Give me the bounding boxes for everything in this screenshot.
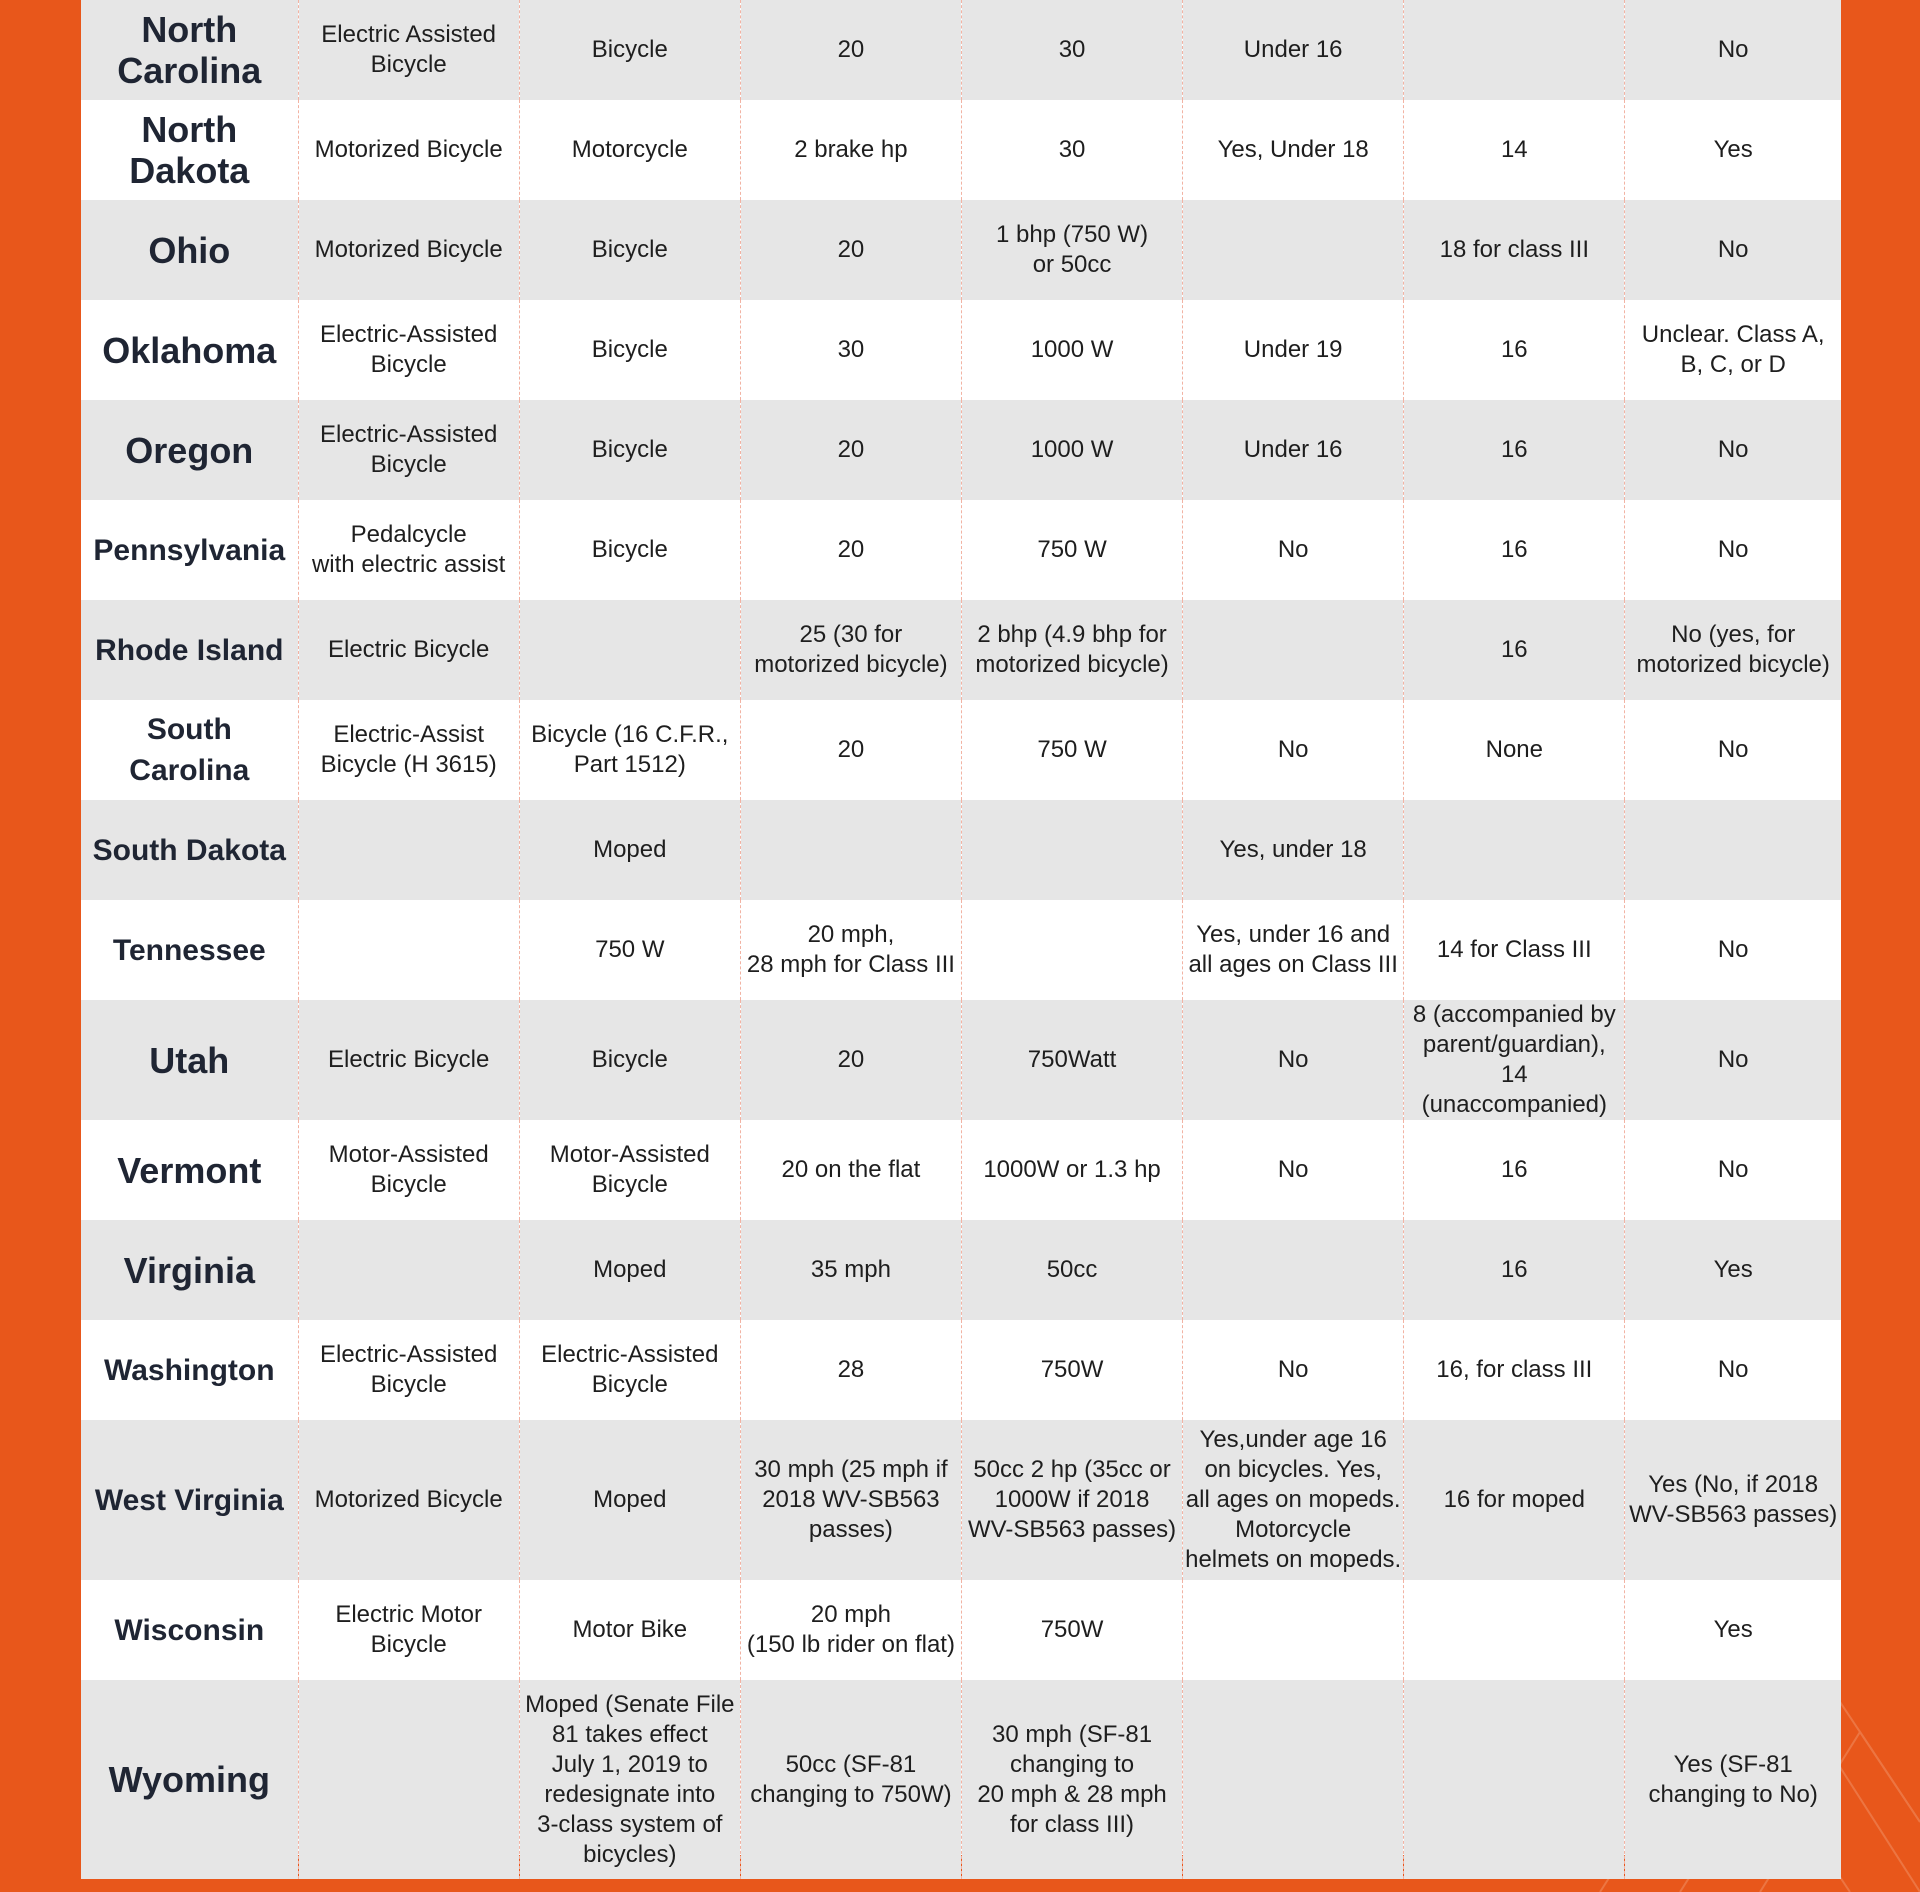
- classification-cell: [519, 1580, 740, 1680]
- license-required: Yes: [1713, 1616, 1753, 1643]
- state-name-cell: [81, 500, 298, 600]
- local-term-cell: [298, 600, 519, 700]
- local-term-cell: [298, 0, 519, 100]
- local-term-cell: [298, 1220, 519, 1320]
- min-age: 18 for class III: [1439, 236, 1589, 263]
- max-speed-mph-cell: [740, 1000, 961, 1120]
- classification: Bicycle: [591, 36, 668, 63]
- max-power: 750W: [1040, 1616, 1104, 1643]
- max-speed-mph-cell: [740, 100, 961, 200]
- classification: Bicycle (16 C.F.R., Part 1512): [531, 721, 729, 778]
- helmet-required: Under 16: [1243, 436, 1343, 463]
- max-speed-mph: 50cc (SF-81 changing to 750W): [750, 1750, 952, 1808]
- classification-cell: [519, 500, 740, 600]
- license-required: No: [1717, 936, 1749, 963]
- state-name-cell: [81, 1680, 298, 1879]
- table-row: [81, 600, 1841, 700]
- max-power-cell: [961, 0, 1182, 100]
- min-age-cell: [1404, 1680, 1625, 1879]
- min-age-cell: [1404, 900, 1625, 1000]
- max-speed-mph: 20: [837, 1046, 865, 1073]
- local-term: Motor-Assisted Bicycle: [328, 1141, 489, 1198]
- max-speed-mph-cell: [740, 800, 961, 900]
- max-power-cell: [961, 1120, 1182, 1220]
- table-row: [81, 1000, 1841, 1120]
- max-speed-mph-cell: [740, 1420, 961, 1580]
- state-name: Utah: [149, 1039, 230, 1081]
- classification: 750 W: [595, 936, 665, 963]
- max-speed-mph: 35 mph: [810, 1256, 891, 1283]
- local-term: Electric Motor Bicycle: [335, 1601, 483, 1658]
- classification: Motor-Assisted Bicycle: [549, 1141, 710, 1198]
- state-name-cell: [81, 1320, 298, 1420]
- state-name: North Carolina: [117, 9, 262, 91]
- state-name: South Carolina: [129, 713, 250, 787]
- state-name: Vermont: [117, 1149, 262, 1191]
- license-required: No: [1717, 536, 1749, 563]
- license-required: No: [1717, 736, 1749, 763]
- state-name: South Dakota: [92, 833, 286, 867]
- state-name: Ohio: [148, 229, 231, 271]
- local-term: Electric-Assisted Bicycle: [319, 321, 498, 378]
- state-name-cell: [81, 100, 298, 200]
- classification-cell: [519, 100, 740, 200]
- max-speed-mph: 20: [837, 36, 865, 63]
- local-term: Electric Assisted Bicycle: [321, 21, 497, 78]
- local-term: Electric Bicycle: [327, 636, 490, 663]
- helmet-required-cell: [1183, 300, 1404, 400]
- table-body: [81, 0, 1841, 1879]
- classification-cell: [519, 600, 740, 700]
- max-power: 1000W or 1.3 hp: [983, 1156, 1161, 1183]
- state-name-cell: [81, 200, 298, 300]
- min-age-cell: [1404, 1580, 1625, 1680]
- max-power-cell: [961, 1420, 1182, 1580]
- max-power-cell: [961, 500, 1182, 600]
- license-required: Unclear. Class A, B, C, or D: [1641, 321, 1825, 378]
- max-power-cell: [961, 1000, 1182, 1120]
- table-row: [81, 1320, 1841, 1420]
- license-required: Yes (No, if 2018 WV-SB563 passes): [1629, 1471, 1838, 1528]
- min-age: 16: [1500, 1156, 1528, 1183]
- min-age: 8 (accompanied by parent/guardian), 14 (unaccompanied): [1412, 1001, 1616, 1118]
- local-term: Motorized Bicycle: [314, 1486, 503, 1513]
- license-required-cell: [1625, 700, 1841, 800]
- local-term: Pedalcycle with electric assist: [311, 521, 506, 578]
- state-name-cell: [81, 800, 298, 900]
- max-power-cell: [961, 400, 1182, 500]
- min-age: 16: [1500, 536, 1528, 563]
- min-age: 16: [1500, 436, 1528, 463]
- max-power: 50cc: [1046, 1256, 1098, 1283]
- min-age-cell: [1404, 300, 1625, 400]
- helmet-required-cell: [1183, 1120, 1404, 1220]
- state-name-cell: [81, 1420, 298, 1580]
- helmet-required: Yes, under 16 and all ages on Class III: [1188, 921, 1398, 978]
- state-name-cell: [81, 1120, 298, 1220]
- max-speed-mph-cell: [740, 1220, 961, 1320]
- max-power-cell: [961, 1680, 1182, 1879]
- max-speed-mph-cell: [740, 1320, 961, 1420]
- helmet-required-cell: [1183, 200, 1404, 300]
- max-speed-mph-cell: [740, 700, 961, 800]
- helmet-required-cell: [1183, 900, 1404, 1000]
- license-required: No: [1717, 436, 1749, 463]
- table-row: [81, 400, 1841, 500]
- table-row: [81, 900, 1841, 1000]
- state-name: Pennsylvania: [93, 533, 286, 567]
- min-age-cell: [1404, 1120, 1625, 1220]
- local-term-cell: [298, 400, 519, 500]
- classification-cell: [519, 1680, 740, 1879]
- helmet-required-cell: [1183, 1680, 1404, 1879]
- max-power-cell: [961, 100, 1182, 200]
- helmet-required: Yes, under 18: [1219, 836, 1367, 863]
- license-required-cell: [1625, 1120, 1841, 1220]
- classification-cell: [519, 0, 740, 100]
- classification-cell: [519, 200, 740, 300]
- local-term-cell: [298, 1320, 519, 1420]
- max-speed-mph: 20: [837, 236, 865, 263]
- max-power: 750 W: [1037, 736, 1107, 763]
- helmet-required: No: [1277, 1356, 1309, 1383]
- max-power: 750Watt: [1027, 1046, 1117, 1073]
- helmet-required-cell: [1183, 700, 1404, 800]
- license-required: No (yes, for motorized bicycle): [1636, 621, 1830, 678]
- max-speed-mph-cell: [740, 0, 961, 100]
- classification: Bicycle: [591, 336, 668, 363]
- state-name: Oklahoma: [102, 329, 277, 371]
- max-power: 750W: [1040, 1356, 1104, 1383]
- state-name: Rhode Island: [95, 633, 284, 667]
- classification: Bicycle: [591, 536, 668, 563]
- license-required-cell: [1625, 0, 1841, 100]
- min-age-cell: [1404, 1000, 1625, 1120]
- max-power: 30 mph (SF-81 changing to 20 mph & 28 mph for class III): [977, 1720, 1167, 1838]
- max-speed-mph: 30: [837, 336, 865, 363]
- classification-cell: [519, 1220, 740, 1320]
- local-term-cell: [298, 100, 519, 200]
- min-age-cell: [1404, 500, 1625, 600]
- max-speed-mph: 28: [837, 1356, 865, 1383]
- local-term-cell: [298, 1420, 519, 1580]
- license-required: No: [1717, 1046, 1749, 1073]
- local-term-cell: [298, 800, 519, 900]
- max-speed-mph-cell: [740, 300, 961, 400]
- max-power: 1000 W: [1030, 436, 1114, 463]
- classification-cell: [519, 1120, 740, 1220]
- max-power-cell: [961, 1320, 1182, 1420]
- max-speed-mph-cell: [740, 400, 961, 500]
- local-term-cell: [298, 1680, 519, 1879]
- max-speed-mph: 25 (30 for motorized bicycle): [754, 621, 948, 678]
- state-name-cell: [81, 1580, 298, 1680]
- max-power: 2 bhp (4.9 bhp for motorized bicycle): [975, 621, 1169, 678]
- license-required: No: [1717, 1356, 1749, 1383]
- min-age-cell: [1404, 1420, 1625, 1580]
- state-name: Tennessee: [112, 933, 266, 967]
- max-speed-mph: 30 mph (25 mph if 2018 WV-SB563 passes): [754, 1456, 948, 1543]
- state-name-cell: [81, 600, 298, 700]
- table-row: [81, 1220, 1841, 1320]
- min-age: None: [1485, 736, 1543, 763]
- license-required-cell: [1625, 1220, 1841, 1320]
- max-speed-mph-cell: [740, 600, 961, 700]
- license-required: Yes (SF-81 changing to No): [1648, 1750, 1818, 1808]
- helmet-required-cell: [1183, 800, 1404, 900]
- state-name: North Dakota: [129, 109, 250, 191]
- classification-cell: [519, 1420, 740, 1580]
- local-term: Electric-Assisted Bicycle: [319, 1341, 498, 1398]
- license-required: No: [1717, 36, 1749, 63]
- table-row: [81, 200, 1841, 300]
- state-name: Wyoming: [108, 1759, 270, 1800]
- min-age: 16: [1500, 636, 1528, 663]
- max-power-cell: [961, 800, 1182, 900]
- min-age-cell: [1404, 700, 1625, 800]
- max-speed-mph: 20: [837, 536, 865, 563]
- max-power-cell: [961, 200, 1182, 300]
- max-power: 1 bhp (750 W) or 50cc: [996, 221, 1149, 278]
- ebike-laws-table: [81, 0, 1841, 1879]
- classification-cell: [519, 900, 740, 1000]
- max-power: 30: [1058, 36, 1086, 63]
- license-required: No: [1717, 1156, 1749, 1183]
- classification-cell: [519, 300, 740, 400]
- local-term-cell: [298, 900, 519, 1000]
- local-term: Electric Bicycle: [327, 1046, 490, 1073]
- table-row: [81, 300, 1841, 400]
- local-term-cell: [298, 1120, 519, 1220]
- classification-cell: [519, 1320, 740, 1420]
- helmet-required: Under 19: [1243, 336, 1343, 363]
- classification: Motorcycle: [571, 136, 688, 163]
- helmet-required: No: [1277, 536, 1309, 563]
- local-term-cell: [298, 1580, 519, 1680]
- state-name-cell: [81, 700, 298, 800]
- classification: Moped (Senate File 81 takes effect July 1, 2019 to redesignate into 3-class system of bicycles): [525, 1690, 735, 1868]
- table-row: [81, 1420, 1841, 1580]
- state-name: Oregon: [125, 429, 254, 471]
- min-age-cell: [1404, 400, 1625, 500]
- helmet-required: Yes, Under 18: [1217, 136, 1369, 163]
- min-age: 16 for moped: [1443, 1486, 1585, 1513]
- table-row: [81, 0, 1841, 100]
- license-required-cell: [1625, 1000, 1841, 1120]
- license-required: Yes: [1713, 136, 1753, 163]
- classification-cell: [519, 400, 740, 500]
- license-required-cell: [1625, 1580, 1841, 1680]
- min-age: 16: [1500, 336, 1528, 363]
- ebike-laws-table-container: [81, 0, 1841, 1868]
- max-speed-mph: 20: [837, 436, 865, 463]
- max-speed-mph-cell: [740, 1580, 961, 1680]
- helmet-required-cell: [1183, 500, 1404, 600]
- license-required-cell: [1625, 300, 1841, 400]
- state-name-cell: [81, 0, 298, 100]
- classification: Bicycle: [591, 236, 668, 263]
- helmet-required-cell: [1183, 1420, 1404, 1580]
- min-age-cell: [1404, 0, 1625, 100]
- classification: Motor Bike: [572, 1616, 688, 1643]
- license-required-cell: [1625, 900, 1841, 1000]
- local-term: Electric-Assist Bicycle (H 3615): [320, 721, 497, 778]
- classification-cell: [519, 1000, 740, 1120]
- min-age: 14: [1500, 136, 1528, 163]
- local-term-cell: [298, 500, 519, 600]
- classification-cell: [519, 700, 740, 800]
- classification: Bicycle: [591, 1046, 668, 1073]
- state-name-cell: [81, 900, 298, 1000]
- helmet-required-cell: [1183, 100, 1404, 200]
- state-name: West Virginia: [94, 1483, 284, 1517]
- license-required: No: [1717, 236, 1749, 263]
- max-speed-mph: 20: [837, 736, 865, 763]
- local-term: Motorized Bicycle: [314, 136, 503, 163]
- table-row: [81, 100, 1841, 200]
- helmet-required: No: [1277, 1046, 1309, 1073]
- classification: Electric-Assisted Bicycle: [541, 1341, 719, 1398]
- table-row: [81, 1120, 1841, 1220]
- classification: Bicycle: [591, 436, 668, 463]
- min-age-cell: [1404, 200, 1625, 300]
- license-required-cell: [1625, 100, 1841, 200]
- local-term-cell: [298, 700, 519, 800]
- helmet-required: Yes,under age 16 on bicycles. Yes, all ages on mopeds. Motorcycle helmets on mopeds.: [1185, 1426, 1402, 1573]
- helmet-required-cell: [1183, 600, 1404, 700]
- max-power-cell: [961, 700, 1182, 800]
- license-required-cell: [1625, 800, 1841, 900]
- max-speed-mph: 2 brake hp: [794, 136, 908, 163]
- classification: Moped: [593, 836, 667, 863]
- max-power: 750 W: [1037, 536, 1107, 563]
- max-speed-mph-cell: [740, 1120, 961, 1220]
- table-row: [81, 800, 1841, 900]
- min-age: 14 for Class III: [1436, 936, 1592, 963]
- local-term-cell: [298, 300, 519, 400]
- min-age-cell: [1404, 100, 1625, 200]
- table-row: [81, 700, 1841, 800]
- local-term: Motorized Bicycle: [314, 236, 503, 263]
- state-name: Virginia: [123, 1249, 255, 1291]
- max-power-cell: [961, 300, 1182, 400]
- state-name: Wisconsin: [114, 1613, 265, 1647]
- state-name-cell: [81, 400, 298, 500]
- min-age: 16: [1500, 1256, 1528, 1283]
- helmet-required-cell: [1183, 0, 1404, 100]
- local-term-cell: [298, 1000, 519, 1120]
- max-speed-mph: 20 mph, 28 mph for Class III: [746, 921, 955, 978]
- helmet-required-cell: [1183, 1580, 1404, 1680]
- helmet-required-cell: [1183, 1220, 1404, 1320]
- max-power-cell: [961, 1220, 1182, 1320]
- license-required-cell: [1625, 1680, 1841, 1879]
- helmet-required: No: [1277, 1156, 1309, 1183]
- state-name-cell: [81, 1220, 298, 1320]
- max-speed-mph: 20 mph (150 lb rider on flat): [746, 1601, 955, 1658]
- max-speed-mph-cell: [740, 500, 961, 600]
- state-name-cell: [81, 300, 298, 400]
- min-age-cell: [1404, 1220, 1625, 1320]
- max-power-cell: [961, 1580, 1182, 1680]
- license-required-cell: [1625, 1320, 1841, 1420]
- local-term-cell: [298, 200, 519, 300]
- max-power: 1000 W: [1030, 336, 1114, 363]
- max-power-cell: [961, 600, 1182, 700]
- max-speed-mph-cell: [740, 200, 961, 300]
- local-term: Electric-Assisted Bicycle: [319, 421, 498, 478]
- min-age-cell: [1404, 800, 1625, 900]
- max-speed-mph-cell: [740, 1680, 961, 1879]
- state-name: Washington: [104, 1353, 275, 1387]
- table-row: [81, 1680, 1841, 1879]
- helmet-required-cell: [1183, 1000, 1404, 1120]
- max-power: 50cc 2 hp (35cc or 1000W if 2018 WV-SB563 passes): [968, 1456, 1177, 1543]
- license-required-cell: [1625, 1420, 1841, 1580]
- helmet-required: No: [1277, 736, 1309, 763]
- max-speed-mph-cell: [740, 900, 961, 1000]
- license-required-cell: [1625, 600, 1841, 700]
- license-required: Yes: [1713, 1256, 1753, 1283]
- helmet-required-cell: [1183, 400, 1404, 500]
- min-age: 16, for class III: [1436, 1356, 1593, 1383]
- min-age-cell: [1404, 1320, 1625, 1420]
- license-required-cell: [1625, 400, 1841, 500]
- license-required-cell: [1625, 500, 1841, 600]
- max-speed-mph: 20 on the flat: [781, 1156, 921, 1183]
- helmet-required: Under 16: [1243, 36, 1343, 63]
- table-row: [81, 1580, 1841, 1680]
- state-name-cell: [81, 1000, 298, 1120]
- helmet-required-cell: [1183, 1320, 1404, 1420]
- max-power: 30: [1058, 136, 1086, 163]
- min-age-cell: [1404, 600, 1625, 700]
- max-power-cell: [961, 900, 1182, 1000]
- classification: Moped: [593, 1486, 667, 1513]
- license-required-cell: [1625, 200, 1841, 300]
- classification: Moped: [593, 1256, 667, 1283]
- table-row: [81, 500, 1841, 600]
- classification-cell: [519, 800, 740, 900]
